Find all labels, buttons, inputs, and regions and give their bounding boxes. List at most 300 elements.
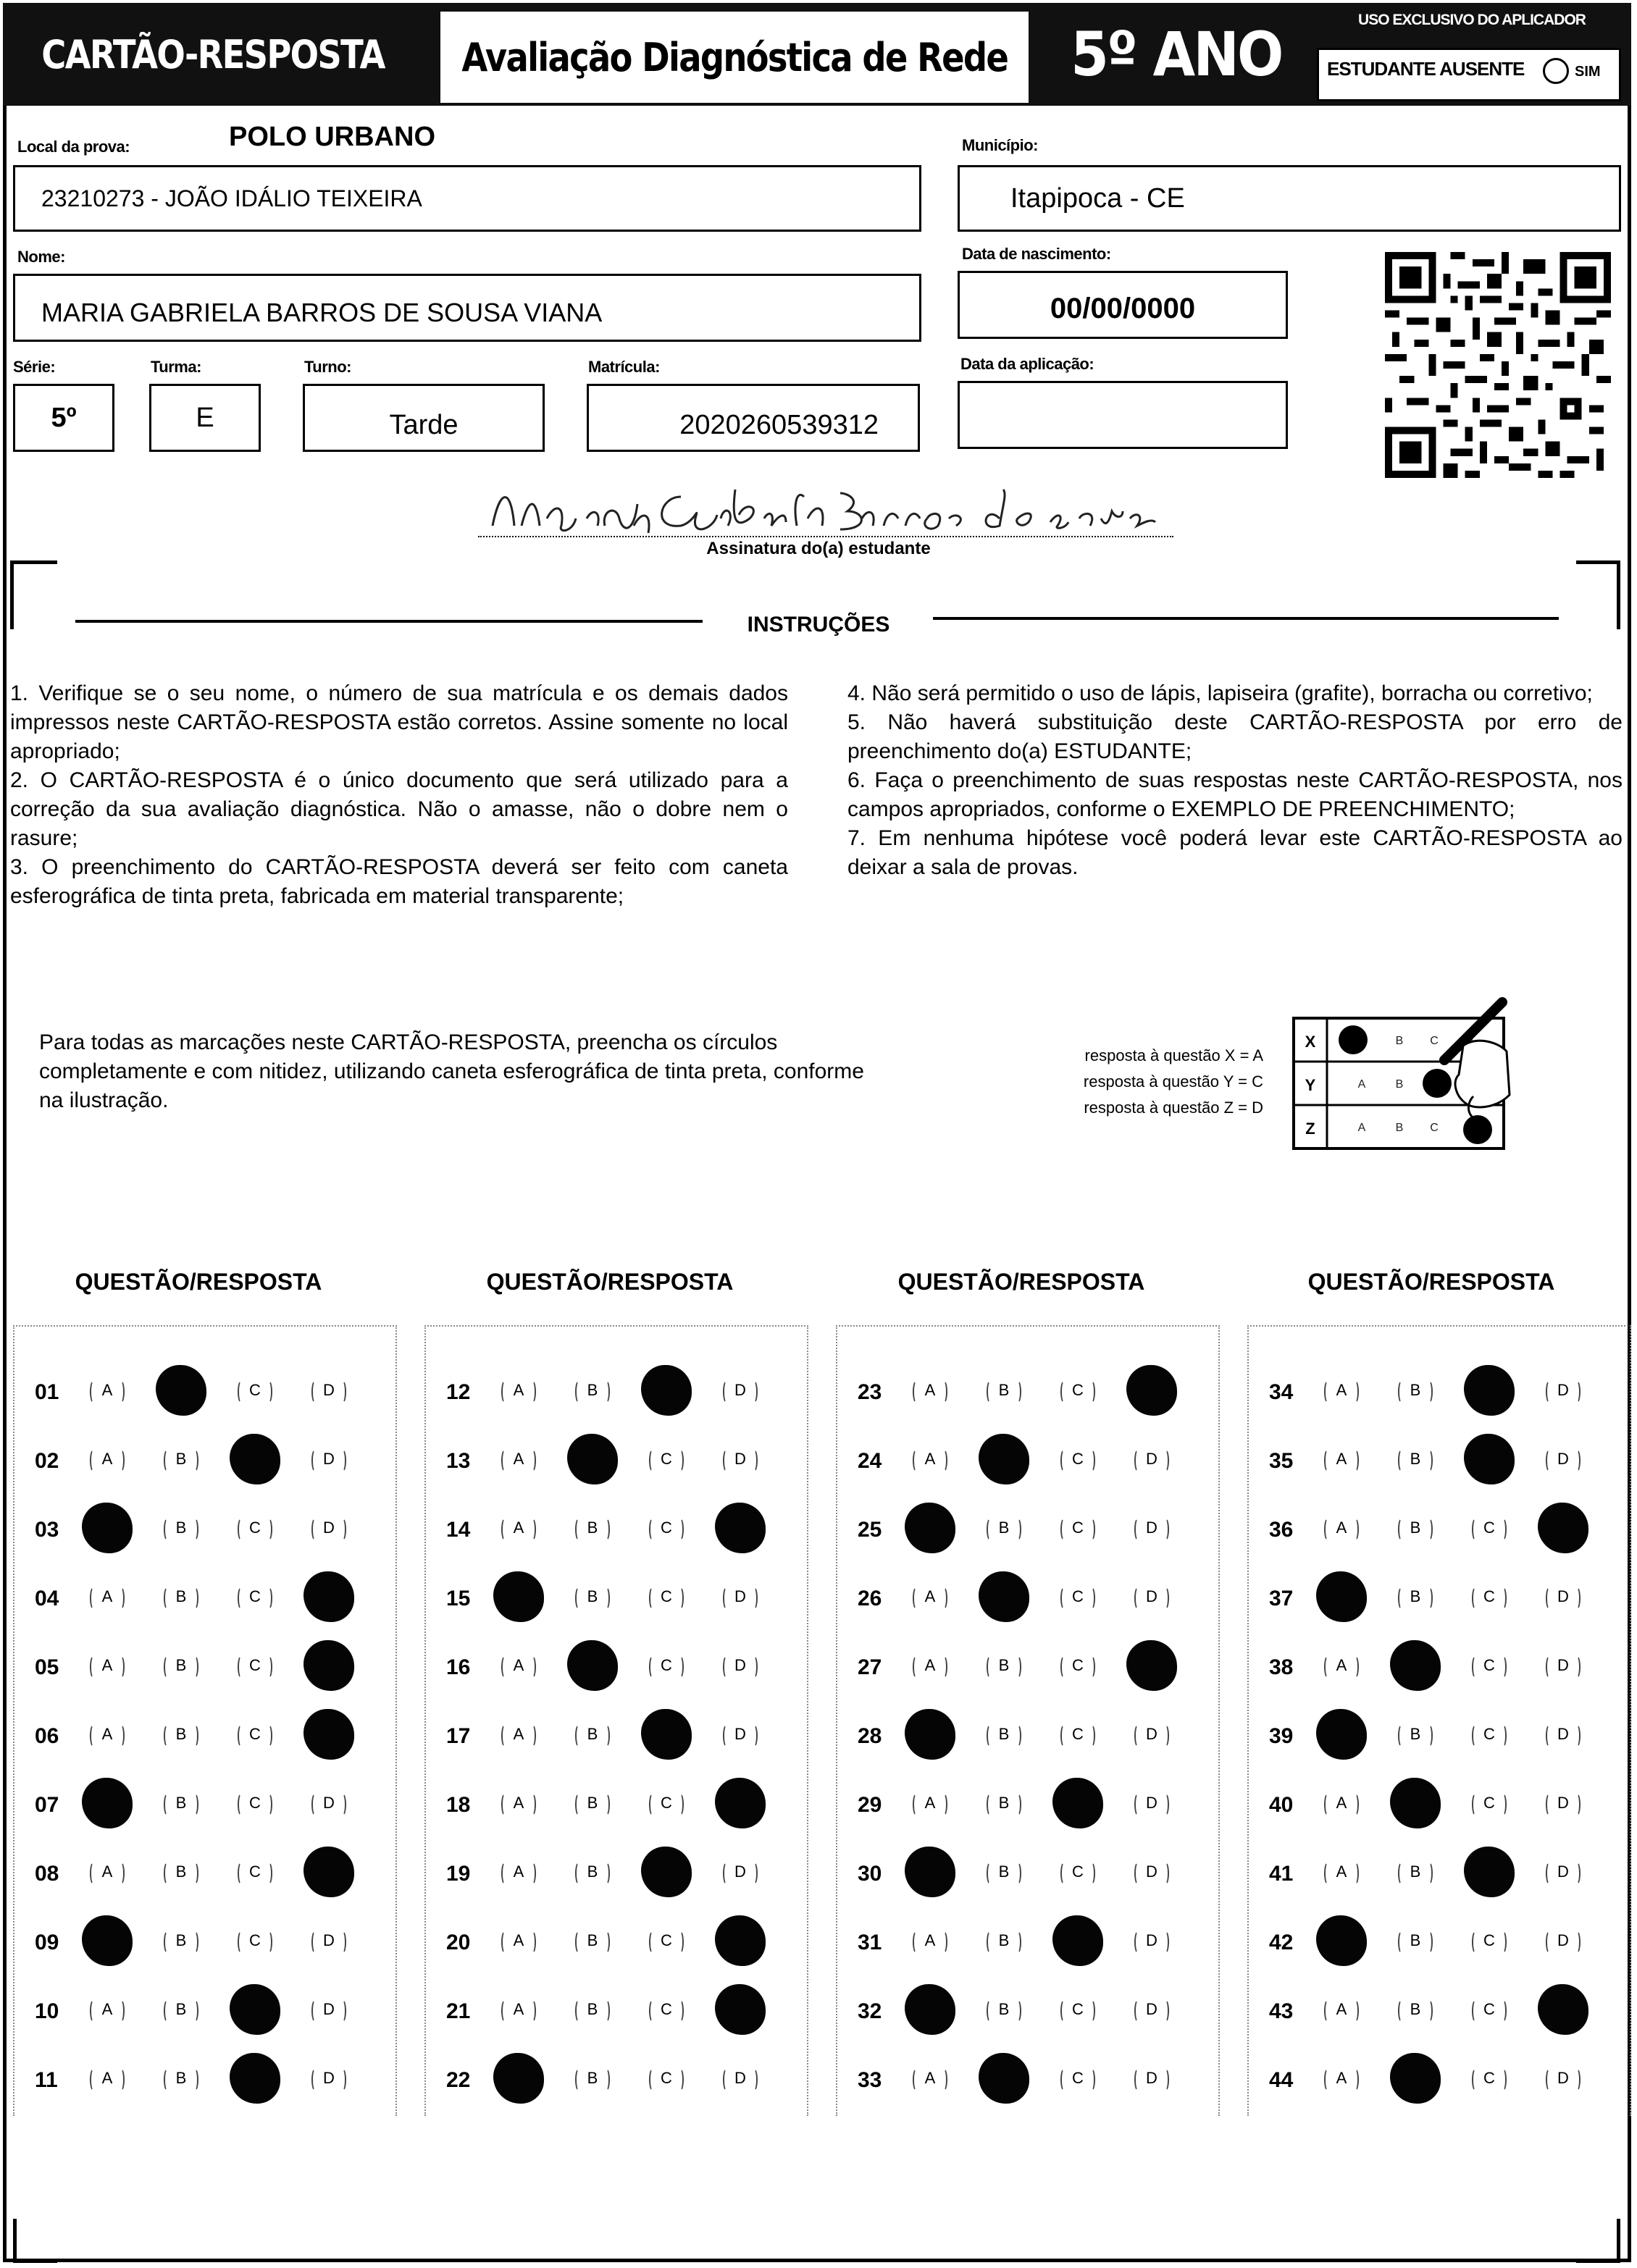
bubble-letter: B [587, 1862, 598, 1881]
example-q-y: Y [1305, 1076, 1316, 1094]
answer-bubble[interactable] [1056, 1850, 1100, 1894]
bubble-letter: B [998, 1381, 1010, 1399]
question-number: 30 [858, 1862, 882, 1886]
answer-bubble[interactable] [497, 1369, 540, 1412]
bubble-letter: A [101, 1862, 113, 1881]
answer-bubble[interactable] [719, 2057, 762, 2100]
instruction-item: 7. Em nenhuma hipótese você poderá levar este CARTÃO-RESPOSTA ao deixar a sala de provas. [847, 826, 1623, 879]
answer-bubble-filled[interactable] [1464, 1365, 1515, 1416]
bubble-letter: D [323, 1519, 335, 1537]
answer-bubble[interactable] [1468, 2057, 1511, 2100]
answer-bubble[interactable] [497, 1506, 540, 1550]
answer-bubble[interactable] [982, 1781, 1026, 1825]
answer-bubble-filled[interactable] [1316, 1915, 1367, 1966]
answer-bubble-filled[interactable] [1052, 1915, 1103, 1966]
question-row [837, 2048, 1218, 2116]
nascimento-label: Data de nascimento: [962, 245, 1111, 263]
answer-bubble[interactable] [1320, 1781, 1363, 1825]
answer-bubble[interactable] [571, 1781, 614, 1825]
answer-bubble[interactable] [1394, 1369, 1437, 1412]
question-number: 14 [446, 1518, 471, 1542]
answer-bubble-filled[interactable] [1126, 1640, 1177, 1691]
answer-bubble-filled[interactable] [1390, 2053, 1441, 2104]
answer-bubble[interactable] [571, 1713, 614, 1756]
answer-bubble-filled[interactable] [1052, 1778, 1103, 1828]
answer-bubble[interactable] [1320, 1644, 1363, 1687]
answer-bubble-filled[interactable] [1538, 1984, 1588, 2035]
answer-bubble[interactable] [233, 1575, 277, 1618]
answer-bubble[interactable] [1056, 1575, 1100, 1618]
question-number: 01 [35, 1380, 59, 1404]
answer-bubble[interactable] [497, 1988, 540, 2031]
answer-bubble[interactable] [645, 2057, 688, 2100]
answer-bubble[interactable] [497, 1713, 540, 1756]
answer-bubble[interactable] [159, 2057, 203, 2100]
answer-bubble[interactable] [571, 1850, 614, 1894]
answer-bubble[interactable] [982, 1919, 1026, 1962]
answer-bubble[interactable] [159, 1850, 203, 1894]
question-number: 03 [35, 1518, 59, 1542]
answer-bubble[interactable] [307, 2057, 351, 2100]
answer-bubble[interactable] [908, 1575, 952, 1618]
answer-bubble[interactable] [1394, 1506, 1437, 1550]
bubble-letter: A [924, 2069, 936, 2087]
bubble-letter: D [1146, 2069, 1157, 2087]
answer-bubble[interactable] [1320, 1506, 1363, 1550]
bubble-letter: C [1072, 2000, 1084, 2018]
answer-bubble[interactable] [1468, 1781, 1511, 1825]
answer-bubble[interactable] [1541, 1781, 1585, 1825]
aplicacao-field[interactable] [958, 381, 1288, 449]
answer-bubble[interactable] [1320, 1850, 1363, 1894]
question-row [1249, 1635, 1630, 1703]
answer-bubble[interactable] [1130, 1919, 1173, 1962]
answer-bubble[interactable] [85, 1644, 129, 1687]
question-row [837, 1841, 1218, 1910]
bubble-letter: D [323, 1450, 335, 1468]
aplicacao-label: Data da aplicação: [960, 355, 1094, 373]
answer-bubble[interactable] [1394, 1575, 1437, 1618]
nome-label: Nome: [17, 248, 65, 266]
bubble-letter: B [1410, 1587, 1421, 1605]
answer-column-title: QUESTÃO/RESPOSTA [1307, 1269, 1555, 1295]
question-number: 37 [1269, 1587, 1294, 1610]
answer-bubble[interactable] [1541, 1437, 1585, 1481]
answer-bubble-filled[interactable] [905, 1709, 955, 1760]
answer-bubble[interactable] [719, 1369, 762, 1412]
corner-mark-tr [1576, 560, 1620, 629]
corner-mark-br [1576, 2219, 1620, 2263]
nome-value: MARIA GABRIELA BARROS DE SOUSA VIANA [41, 298, 603, 327]
question-row [837, 1566, 1218, 1634]
answer-bubble[interactable] [1320, 1988, 1363, 2031]
bubble-letter: A [513, 1725, 524, 1743]
svg-text:A: A [1357, 1122, 1366, 1134]
answer-bubble[interactable] [571, 2057, 614, 2100]
bubble-letter: B [1410, 1519, 1421, 1537]
bubble-letter: B [175, 1587, 187, 1605]
answer-bubble-filled[interactable] [303, 1571, 354, 1622]
answer-bubble[interactable] [307, 1437, 351, 1481]
bubble-letter: C [1072, 1587, 1084, 1605]
question-number: 13 [446, 1449, 471, 1473]
answer-bubble[interactable] [159, 1575, 203, 1618]
answer-bubble[interactable] [908, 1781, 952, 1825]
answer-bubble-filled[interactable] [230, 2053, 280, 2104]
answer-bubble-filled[interactable] [1316, 1571, 1367, 1622]
answer-bubble[interactable] [1130, 1988, 1173, 2031]
legend-line: resposta à questão Z = D [1084, 1099, 1263, 1117]
answer-bubble[interactable] [1394, 1919, 1437, 1962]
answer-bubble[interactable] [719, 1850, 762, 1894]
bubble-letter: A [1336, 1519, 1347, 1537]
bubble-letter: D [734, 1862, 746, 1881]
answer-bubble[interactable] [1056, 1506, 1100, 1550]
answer-bubble[interactable] [85, 1437, 129, 1481]
answer-bubble[interactable] [1468, 1575, 1511, 1618]
answer-bubble[interactable] [85, 1575, 129, 1618]
bubble-letter: D [1557, 1381, 1569, 1399]
question-number: 26 [858, 1587, 882, 1610]
bubble-letter: A [513, 1794, 524, 1812]
bubble-letter: A [513, 1519, 524, 1537]
answer-bubble[interactable] [85, 1988, 129, 2031]
bubble-letter: B [998, 1656, 1010, 1674]
answer-bubble[interactable] [497, 1781, 540, 1825]
answer-bubble[interactable] [1056, 1437, 1100, 1481]
answer-bubble-filled[interactable] [230, 1434, 280, 1484]
instruction-item: 4. Não será permitido o uso de lápis, lapiseira (grafite), borracha ou corretivo; [847, 681, 1593, 705]
answer-bubble[interactable] [85, 1850, 129, 1894]
absent-bubble[interactable] [1543, 58, 1569, 84]
answer-bubble[interactable] [645, 1988, 688, 2031]
matricula-field [587, 384, 920, 452]
answer-bubble[interactable] [645, 1919, 688, 1962]
answer-bubble[interactable] [1394, 1850, 1437, 1894]
answer-bubble-filled[interactable] [82, 1503, 133, 1553]
answer-bubble[interactable] [307, 1919, 351, 1962]
question-number: 28 [858, 1724, 882, 1748]
question-row [837, 1498, 1218, 1566]
answer-bubble[interactable] [85, 1713, 129, 1756]
answer-bubble[interactable] [1130, 1781, 1173, 1825]
bubble-letter: C [1483, 1587, 1495, 1605]
answer-bubble[interactable] [1394, 1437, 1437, 1481]
answer-bubble[interactable] [908, 1369, 952, 1412]
answer-bubble[interactable] [719, 1713, 762, 1756]
answer-bubble[interactable] [1541, 2057, 1585, 2100]
instruction-item: 1. Verifique se o seu nome, o número de sua matrícula e os demais dados impressos neste CARTÃO-RESPOSTA estão corretos. Assine somente no local apropriado; [10, 681, 788, 763]
answer-bubble[interactable] [645, 1506, 688, 1550]
bubble-letter: B [587, 1519, 598, 1537]
answer-bubble[interactable] [159, 1506, 203, 1550]
answer-bubble[interactable] [908, 2057, 952, 2100]
answer-bubble-filled[interactable] [82, 1915, 133, 1966]
signature-line [478, 536, 1173, 537]
svg-text:A: A [1357, 1078, 1366, 1091]
svg-text:B: B [1395, 1078, 1404, 1091]
answer-bubble[interactable] [1320, 1437, 1363, 1481]
answer-bubble[interactable] [719, 1575, 762, 1618]
bubble-letter: B [998, 1725, 1010, 1743]
question-number: 40 [1269, 1793, 1294, 1817]
question-number: 10 [35, 1999, 59, 2023]
bubble-letter: A [101, 2069, 113, 2087]
answer-bubble[interactable] [571, 1369, 614, 1412]
signature-graphic [478, 466, 1173, 540]
answer-bubble-filled[interactable] [303, 1847, 354, 1897]
bubble-letter: C [249, 1656, 261, 1674]
answer-bubble[interactable] [1056, 1644, 1100, 1687]
answer-bubble[interactable] [1468, 1919, 1511, 1962]
bubble-letter: A [924, 1931, 936, 1949]
answer-bubble[interactable] [1320, 1369, 1363, 1412]
question-row [426, 1429, 807, 1497]
question-row [1249, 1979, 1630, 2047]
bubble-letter: C [1483, 1794, 1495, 1812]
question-number: 22 [446, 2068, 471, 2092]
answer-bubble-filled[interactable] [641, 1709, 692, 1760]
answer-bubble-filled[interactable] [567, 1640, 618, 1691]
answer-bubble[interactable] [645, 1437, 688, 1481]
answer-bubble[interactable] [1056, 1369, 1100, 1412]
question-row [1249, 1360, 1630, 1428]
answer-bubble-filled[interactable] [715, 1915, 766, 1966]
answer-bubble-filled[interactable] [715, 1503, 766, 1553]
answer-bubble-filled[interactable] [303, 1640, 354, 1691]
answer-bubble[interactable] [982, 1713, 1026, 1756]
answer-bubble[interactable] [1056, 1988, 1100, 2031]
answer-bubble[interactable] [1130, 1713, 1173, 1756]
answer-bubble[interactable] [1056, 2057, 1100, 2100]
bubble-letter: B [587, 1794, 598, 1812]
answer-bubble[interactable] [1468, 1506, 1511, 1550]
answer-bubble[interactable] [571, 1919, 614, 1962]
bubble-letter: A [513, 1450, 524, 1468]
answer-bubble[interactable] [233, 1644, 277, 1687]
answer-bubble[interactable] [571, 1506, 614, 1550]
answer-bubble[interactable] [1541, 1850, 1585, 1894]
answer-bubble[interactable] [1130, 1437, 1173, 1481]
answer-bubble[interactable] [1468, 1713, 1511, 1756]
example-legend [1084, 1043, 1263, 1121]
answer-bubble[interactable] [497, 1919, 540, 1962]
question-number: 20 [446, 1931, 471, 1954]
answer-bubble[interactable] [645, 1781, 688, 1825]
answer-bubble[interactable] [159, 1988, 203, 2031]
question-row [426, 2048, 807, 2116]
answer-bubble[interactable] [233, 1919, 277, 1962]
answer-bubble[interactable] [1468, 1988, 1511, 2031]
answer-bubble[interactable] [1130, 1506, 1173, 1550]
answer-bubble-filled[interactable] [715, 1778, 766, 1828]
answer-bubble[interactable] [908, 1437, 952, 1481]
answer-bubble[interactable] [85, 1369, 129, 1412]
bubble-letter: D [1146, 1519, 1157, 1537]
bubble-letter: C [1483, 1725, 1495, 1743]
instructions-right [847, 679, 1623, 882]
question-number: 29 [858, 1793, 882, 1817]
answer-bubble-filled[interactable] [1538, 1503, 1588, 1553]
nascimento-field [958, 271, 1288, 339]
applicator-title: USO EXCLUSIVO DO APLICADOR [1358, 12, 1586, 28]
answer-bubble[interactable] [233, 1369, 277, 1412]
answer-bubble[interactable] [307, 1781, 351, 1825]
question-row [837, 1910, 1218, 1978]
answer-bubble[interactable] [1468, 1644, 1511, 1687]
answer-bubble[interactable] [307, 1988, 351, 2031]
question-row [1249, 1841, 1630, 1910]
answer-bubble-filled[interactable] [641, 1847, 692, 1897]
question-row [837, 1704, 1218, 1772]
turno-value: Tarde [389, 409, 459, 440]
question-row [14, 1429, 395, 1497]
question-number: 23 [858, 1380, 882, 1404]
answer-column-title: QUESTÃO/RESPOSTA [486, 1269, 734, 1295]
answer-bubble[interactable] [982, 1369, 1026, 1412]
question-row [426, 1979, 807, 2047]
turma-value: E [196, 402, 214, 433]
instruction-item: 2. O CARTÃO-RESPOSTA é o único documento que será utilizado para a correção da sua avaliação diagnóstica. Não o amasse, não o dobre nem o rasure; [10, 768, 788, 850]
corner-mark-bl [13, 2219, 57, 2263]
question-number: 32 [858, 1999, 882, 2023]
bubble-letter: C [1072, 1656, 1084, 1674]
answer-bubble[interactable] [1541, 1575, 1585, 1618]
question-row [426, 1704, 807, 1772]
answer-bubble[interactable] [1541, 1919, 1585, 1962]
answer-bubble-filled[interactable] [979, 2053, 1029, 2104]
answer-bubble-filled[interactable] [1390, 1778, 1441, 1828]
question-number: 31 [858, 1931, 882, 1954]
question-row [14, 1635, 395, 1703]
answer-bubble[interactable] [1320, 2057, 1363, 2100]
answer-bubble[interactable] [307, 1506, 351, 1550]
answer-bubble[interactable] [1394, 1988, 1437, 2031]
answer-bubble[interactable] [497, 1644, 540, 1687]
answer-bubble-filled[interactable] [1464, 1434, 1515, 1484]
answer-bubble-filled[interactable] [641, 1365, 692, 1416]
answer-bubble[interactable] [159, 1644, 203, 1687]
bubble-letter: C [249, 1381, 261, 1399]
bubble-letter: D [734, 2069, 746, 2087]
answer-bubble[interactable] [233, 1506, 277, 1550]
answer-bubble[interactable] [497, 1437, 540, 1481]
answer-bubble-filled[interactable] [1390, 1640, 1441, 1691]
bubble-letter: C [661, 1931, 672, 1949]
answer-bubble[interactable] [159, 1437, 203, 1481]
answer-bubble-filled[interactable] [156, 1365, 206, 1416]
answer-bubble[interactable] [645, 1575, 688, 1618]
answer-bubble[interactable] [982, 1988, 1026, 2031]
answer-bubble[interactable] [1541, 1644, 1585, 1687]
bubble-letter: B [175, 1794, 187, 1812]
answer-bubble-filled[interactable] [567, 1434, 618, 1484]
answer-bubble-filled[interactable] [905, 1847, 955, 1897]
answer-bubble[interactable] [159, 1781, 203, 1825]
answer-bubble[interactable] [233, 1850, 277, 1894]
bubble-letter: C [1072, 1381, 1084, 1399]
answer-bubble[interactable] [571, 1988, 614, 2031]
answer-bubble[interactable] [1056, 1713, 1100, 1756]
question-number: 08 [35, 1862, 59, 1886]
bubble-letter: A [513, 2000, 524, 2018]
answer-bubble-filled[interactable] [979, 1571, 1029, 1622]
answer-bubble[interactable] [1130, 1575, 1173, 1618]
question-number: 19 [446, 1862, 471, 1886]
nascimento-value: 00/00/0000 [1050, 292, 1196, 324]
answer-bubble[interactable] [85, 2057, 129, 2100]
example-q-z: Z [1305, 1120, 1315, 1138]
question-row [14, 1773, 395, 1841]
question-row [837, 1429, 1218, 1497]
bubble-letter: A [101, 1450, 113, 1468]
answer-bubble[interactable] [233, 1713, 277, 1756]
question-row [1249, 1498, 1630, 1566]
bubble-letter: C [1072, 1450, 1084, 1468]
answer-bubble[interactable] [159, 1713, 203, 1756]
answer-bubble[interactable] [1541, 1713, 1585, 1756]
question-number: 41 [1269, 1862, 1294, 1886]
filling-example [1292, 1017, 1510, 1150]
question-row [1249, 1566, 1630, 1634]
answer-bubble[interactable] [1541, 1369, 1585, 1412]
bubble-letter: D [1557, 1450, 1569, 1468]
answer-bubble[interactable] [719, 1437, 762, 1481]
answer-bubble-filled[interactable] [493, 1571, 544, 1622]
answer-bubble-filled[interactable] [82, 1778, 133, 1828]
signature-text: Maria Gabriela Barros de sousa [478, 466, 642, 478]
answer-bubble-filled[interactable] [905, 1503, 955, 1553]
answer-bubble[interactable] [1394, 1713, 1437, 1756]
answer-bubble[interactable] [982, 1644, 1026, 1687]
answer-bubble-filled[interactable] [303, 1709, 354, 1760]
bubble-letter: D [1557, 1656, 1569, 1674]
answer-bubble-filled[interactable] [979, 1434, 1029, 1484]
answer-bubble[interactable] [645, 1644, 688, 1687]
bubble-letter: C [249, 1794, 261, 1812]
answer-bubble[interactable] [1130, 2057, 1173, 2100]
bubble-letter: D [1146, 1794, 1157, 1812]
answer-bubble-filled[interactable] [1464, 1847, 1515, 1897]
answer-bubble[interactable] [908, 1644, 952, 1687]
answer-bubble[interactable] [307, 1369, 351, 1412]
answer-bubble[interactable] [233, 1781, 277, 1825]
answer-bubble[interactable] [908, 1919, 952, 1962]
answer-bubble[interactable] [159, 1919, 203, 1962]
answer-bubble[interactable] [497, 1850, 540, 1894]
question-row [426, 1360, 807, 1428]
bubble-letter: C [661, 1519, 672, 1537]
answer-bubble[interactable] [571, 1575, 614, 1618]
svg-text:C: C [1430, 1035, 1439, 1047]
answer-bubble[interactable] [982, 1850, 1026, 1894]
answer-bubble-filled[interactable] [715, 1984, 766, 2035]
bubble-letter: B [1410, 1931, 1421, 1949]
answer-bubble-filled[interactable] [1316, 1709, 1367, 1760]
answer-bubble-filled[interactable] [230, 1984, 280, 2035]
bubble-letter: B [175, 2000, 187, 2018]
bubble-letter: B [587, 1587, 598, 1605]
bubble-letter: C [1483, 1656, 1495, 1674]
question-number: 38 [1269, 1655, 1294, 1679]
answer-bubble[interactable] [1130, 1850, 1173, 1894]
bubble-letter: B [587, 2069, 598, 2087]
answer-bubble-filled[interactable] [905, 1984, 955, 2035]
answer-bubble[interactable] [982, 1506, 1026, 1550]
answer-bubble[interactable] [719, 1644, 762, 1687]
answer-bubble-filled[interactable] [493, 2053, 544, 2104]
answer-bubble-filled[interactable] [1126, 1365, 1177, 1416]
